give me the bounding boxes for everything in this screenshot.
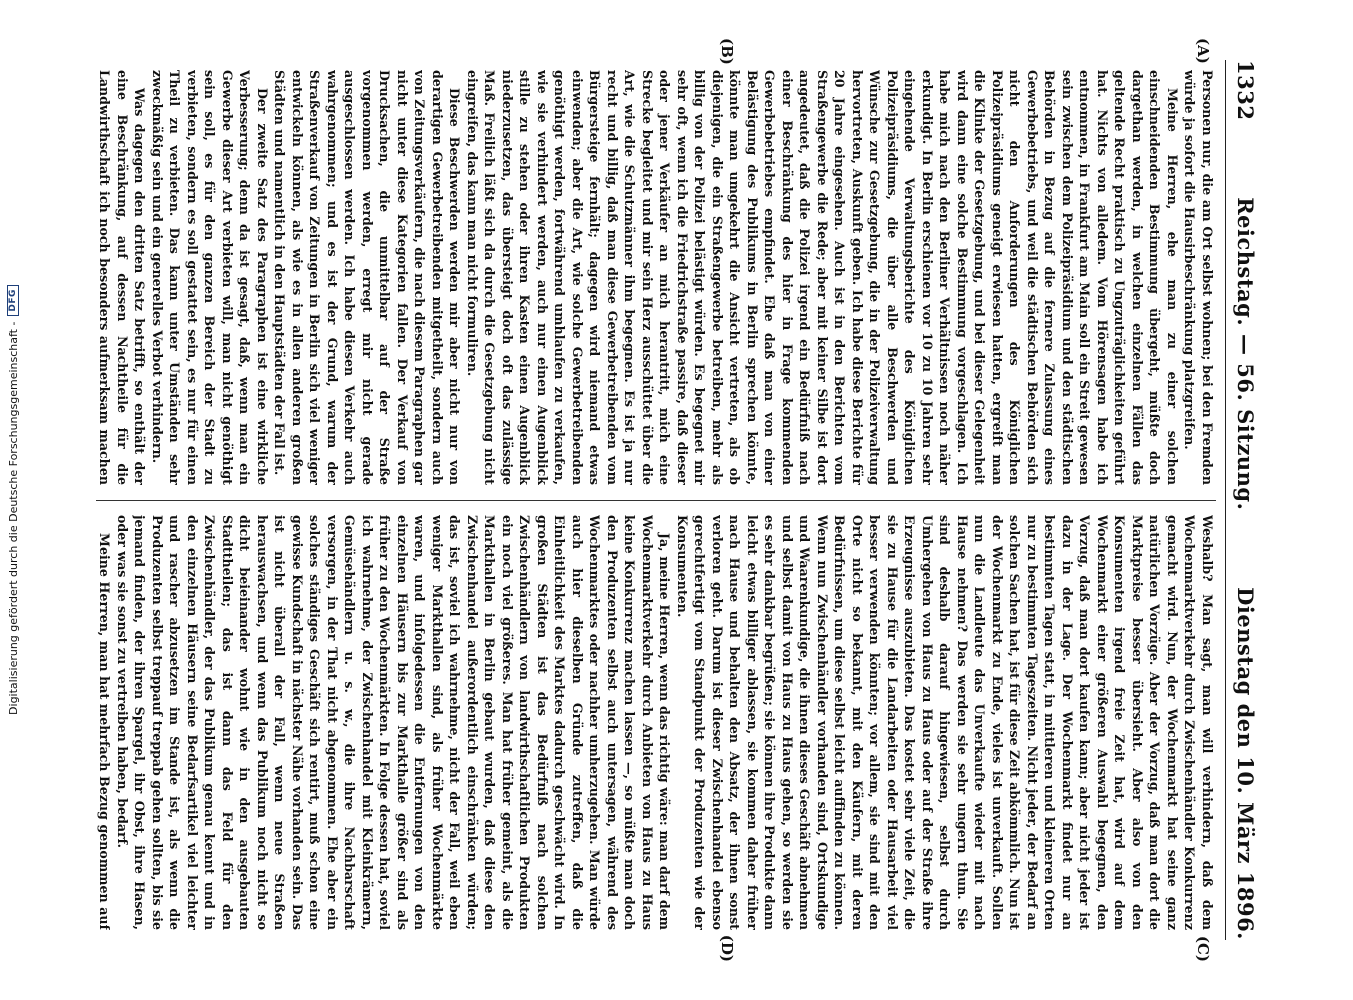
margin-marker-b: (B) bbox=[718, 38, 736, 65]
page-number: 1332 bbox=[1233, 60, 1258, 121]
header-date: Dienstag den 10. März 1896. bbox=[1233, 587, 1258, 940]
dfg-logo: DFG bbox=[7, 285, 19, 316]
left-paragraph: Der zweite Satz des Paragraphen ist eine wirkliche Verbesserung; denn da ist gesagt, daß, wenn man ein Gewerbe dieser Art verbieten will, man nicht genöthigt sein soll, es für den ganzen Bereich der Stadt zu verbieten, sondern es soll gestattet sein, es nur für einen Theil zu verbieten. Das kann unter Umständen sehr zweckmäßig sein und ein generelles Verbot verhindern. bbox=[150, 70, 270, 485]
left-column bbox=[96, 70, 1216, 485]
right-paragraph: Weshalb? Man sagt, man will verhindern, daß dem Wochenmarktverkehr durch Zwischenhändler Konkurrenz gemacht wird. Nun, der Wochenmarkt hat seine ganz natürlichen Vorzüge. Aber der Vorzug, daß man dort die Marktpreise besser übersieht. Aber also von den Konsumenten irgend freie Zeit hat, wird auf dem Wochenmarkt einer größeren Auswahl begegnen, den Vorzug, daß man dort kaufen kann; aber nicht jeder ist dazu in der Lage. Der Wochenmarkt findet nur an bestimmten Tagen statt, in mittleren und kleineren Orten nur zu bestimmten Tageszeiten. Nicht jeder, der Bedarf an solchen Sachen hat, ist für diese Zeit abkömmlich. Nun ist der Wochenmarkt zu Ende, vieles ist unverkauft. Sollen nun die Landleute das Unverkaufte wieder mit nach Hause nehmen? Das werden sie sehr ungern thun. Sie sind deshalb darauf hingewiesen, selbst durch Umhergehen von Haus zu Haus oder auf der Straße ihre Erzeugnisse auszubieten. Das kostet sehr viele Zeit, die sie zu Hause für die Landarbeiten oder Hausarbeit viel besser verwenden könnten; vor allem, sie sind mit den Orte nicht so bekannt, mit den Käufern, mit deren Bedürfnissen, um diese selbst leicht auffinden zu können. Wenn nun Zwischenhändler vorhanden sind, Ortskundige und Waarenkundige, die ihnen dieses Geschäft abnehmen und selbst damit von Haus zu Haus gehen, so werden sie es sehr dankbar begrüßen; sie können ihre Produkte dann leicht etwas billiger ablassen, sie kommen daher früher nach Hause und behalten den Absatz, der ihnen sonst verloren geht. Darum ist dieser Zwischenhandel ebenso gerechtfertigt vom Standpunkt der Produzenten wie der Konsumenten. bbox=[675, 515, 1215, 930]
header-session: Reichstag. — 56. Sitzung. bbox=[1233, 197, 1258, 511]
left-paragraph: Was dagegen den dritten Satz betrifft, so enthält der eine Beschränkung, auf dessen Nachtheile für die Landwirthschaft ich noch besonders aufmerksam machen bbox=[97, 70, 148, 485]
left-paragraph: Personen nur, die am Ort selbst wohnen; bei den Fremden würde ja sofort die Hausirbeschränkung platzgreifen. bbox=[1182, 70, 1215, 485]
margin-marker-c: (C) bbox=[1194, 935, 1212, 962]
header-rule bbox=[1225, 60, 1226, 940]
margin-marker-a: (A) bbox=[1194, 38, 1212, 64]
right-paragraph: Ja, meine Herren, wenn das richtig wäre: man darf dem Wochenmarktverkehr durch Anbieten von Haus zu Haus keine Konkurrenz machen lassen —, so müßte man doch den Produzenten selbst auch untersagen, während des Wochenmarktes oder nachher umherzugehen. Man würde auch hier dieselben Gründe zutreffen, daß die Einheitlichkeit des Marktes dadurch geschwächt wird. In großen Städten ist das Bedürfniß nach solchen Zwischenhändlern von landwirthschaftlichen Produkten ein noch viel größeres. Man hat früher gemeint, als die Markthallen in Berlin gebaut wurden, daß diese den Zwischenhandel außerordentlich einschränken würden; das ist, soviel ich wahrnehme, nicht der Fall, weil eben weniger Markthallen sind, als früher Wochenmärkte waren, und infolgedessen die Entfernungen von den einzelnen Häusern bis zur Markthalle größer sind als früher zu den Wochenmärkten. In Folge dessen hat, soviel ich wahrnehme, der Zwischenhandel mit Kleinkrämern, Gemüsehändlern u. s. w., die ihre Nachbarschaft versorgen, in der That nicht abgenommen. Ehe aber ein solches ständiges Geschäft sich rentirt, muß schon eine gewisse Kundschaft in nächster Nähe vorhanden sein. Das ist nicht überall der Fall, wenn neue Straßen herauswachsen, und wenn das Publikum noch nicht so dicht beieinander wohnt wie in den ausgebauten Stadttheilen; das ist dann das Feld für den Zwischenhändler, der das Publikum genau kennt und in den einzelnen Häusern seine Bedarfsartikel viel leichter und rascher abzusetzen im Stande ist, als wenn die Produzenten selbst treppauf treppab gehen sollten, bis sie jemand finden, der ihren Spargel, ihr Obst, ihre Hasen, oder was sie sonst zu vertreiben haben, bedarf. bbox=[115, 515, 673, 930]
margin-marker-d: (D) bbox=[718, 934, 736, 962]
running-head bbox=[1233, 60, 1258, 940]
rotated-page bbox=[56, 20, 1296, 980]
column-divider bbox=[96, 500, 1216, 501]
left-paragraph: Diese Beschwerden werden mir aber nicht nur von derartigen Gewerbetreibenden mitgetheilt, sondern auch von Zeitungsverkäufern, die nach diesem Paragraphen gar nicht unter diese Kategorien fallen. Der Verkauf von Drucksachen, die unmittelbar auf der Straße vorgenommen werden, erregt mir nicht gerade ausgeschlossen werden. Ich habe diesen Verkehr auch wahrgenommen; und es ist der Grund, warum der Straßenverkauf von Zeitungen in Berlin sich viel weniger entwickeln können, als wie es in allen anderen großen Städten und namentlich in den Hauptstädten der Fall ist. bbox=[272, 70, 463, 485]
left-paragraph: Meine Herren, ehe man zu einer solchen einschneidenden Bestimmung übergeht, müßte doch dargethan werden, in welchen einzelnen Fällen das geltende Recht praktisch zu Ungzuträglichkeiten geführt hat. Nichts von alledem. Vom Hörensagen habe ich entnommen, in Frankfurt am Main soll ein Streit gewesen sein zwischen dem Polizeipräsidium und den städtischen Behörden in Bezug auf die fernere Zulassung eines Gewerbebetriebs, und weil die städtischen Behörden sich nicht den Anforderungen des Königlichen Polizeipräsidiums geneigt erwiesen hatten, ergreift man die Klinke der Gesetzgebung, und bei dieser Gelegenheit wird dann eine solche Bestimmung vorgeschlagen. Ich habe mich nach den Berliner Verhältnissen noch näher erkundigt. In Berlin erschienen vor 10 zu 10 Jahren sehr eingehende Verwaltungsberichte des Königlichen Polizeipräsidiums, die über alle Beschwerden und Wünsche zur Gesetzgebung, die in der Polizeiverwaltung hervortreten, Auskunft geben. Ich habe diese Berichte für 20 Jahre eingesehen. Auch ist in den Berichten vom Straßengewerbe die Rede; aber mit keiner Silbe ist dort angedeutet, daß die Polizei irgend ein Bedürfniß nach einer Beschränkung des hier in Frage kommenden Gewerbebetriebes empfindet. Ehe daß man von einer Belästigung des Publikums in Berlin sprechen könnte, könnte man umgekehrt die Ansicht vertreten, als ob diejenigen, die ein Straßengewerbe betreiben, mehr als billig von der Polizei belästigt würden. Es begegnet mir sehr oft, wenn ich die Friedrichstraße passire, daß dieser oder jener Verkäufer an mich herantritt, mich eine Strecke begleitet und mir sein Herz ausschüttet über die Art, wie die Schutzmänner ihm begegnen. Es ist ja nur recht und billig, daß man diese Gewerbetreibenden vom Bürgersteige fernhält; dagegen wird niemand etwas einwenden; aber die Art, wie solche Gewerbetreibenden genöthigt werden, fortwährend umhlaufen zu verkaufen, wie sie verhindert werden, auch nur einen Augenblick stille zu stehen oder ihren Kasten einen Augenblick niederzusetzen, das übersteigt doch oft das zulässige Maß. Freilich läßt sich da durch die Gesetzgebung nicht eingreifen, das kann man nicht formuliren. bbox=[465, 70, 1180, 485]
right-column bbox=[96, 515, 1216, 930]
digitization-note-text: Digitalisierung gefördert durch die Deutsche Forschungsgemeinschaft - bbox=[6, 321, 20, 715]
right-paragraph: Meine Herren, man hat mehrfach Bezug genommen auf bbox=[97, 533, 113, 930]
digitization-note bbox=[4, 0, 22, 1000]
